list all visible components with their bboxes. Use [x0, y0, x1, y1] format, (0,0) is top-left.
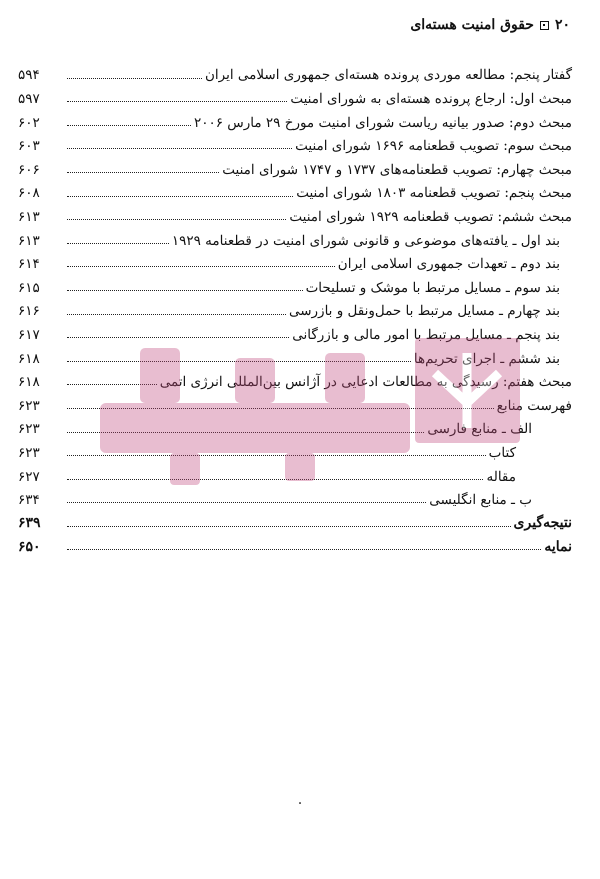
toc-entry-title: بند چهارم ـ مسایل مرتبط با حمل‌ونقل و بازرسی: [288, 303, 560, 320]
toc-entry-page: ۶۰۸: [18, 185, 40, 202]
toc-entry-title: مبحث ششم: تصویب قطعنامه ۱۹۲۹ شورای امنیت: [289, 208, 572, 225]
toc-entry-title: بند اول ـ یافته‌های موضوعی و قانونی شورای امنیت در قطعنامه ۱۹۲۹: [171, 232, 560, 249]
toc-entry: [18, 296, 572, 320]
toc-leader-dots: [67, 243, 169, 244]
toc-entry-page: ۶۵۰: [18, 538, 41, 555]
toc-entry-page: ۶۱۸: [18, 350, 40, 367]
toc-entry-title: فهرست منابع: [496, 397, 572, 414]
toc-entry: [18, 367, 572, 391]
toc-entry-title: بند پنجم ـ مسایل مرتبط با امور مالی و بازرگانی: [292, 326, 560, 343]
toc-entry-title: گفتار پنجم: مطالعه موردی پرونده هسته‌ای جمهوری اسلامی ایران: [204, 67, 572, 84]
toc-entry-page: ۶۱۸: [18, 374, 40, 391]
toc-entry: [18, 390, 572, 414]
toc-leader-dots: [67, 337, 289, 338]
toc-leader-dots: [67, 78, 202, 79]
toc-leader-dots: [67, 432, 424, 433]
toc-entry-title: مقاله: [486, 468, 516, 485]
toc-entry: [18, 438, 572, 462]
toc-leader-dots: [67, 479, 483, 480]
toc-leader-dots: [67, 125, 191, 126]
toc-leader-dots: [67, 384, 157, 385]
toc-entry: [18, 461, 572, 485]
square-bullet-icon: [540, 21, 549, 30]
footer-mark: ٠: [296, 795, 304, 811]
toc-entry-title: مبحث دوم: صدور بیانیه ریاست شورای امنیت مورخ ۲۹ مارس ۲۰۰۶: [193, 114, 572, 131]
table-of-contents: [18, 60, 572, 555]
toc-entry-title: مبحث چهارم: تصویب قطعنامه‌های ۱۷۳۷ و ۱۷۴۷ شورای امنیت: [222, 161, 572, 178]
toc-entry-page: ۶۲۷: [18, 468, 40, 485]
toc-entry-page: ۶۱۴: [18, 256, 40, 273]
toc-entry: [18, 84, 572, 108]
toc-leader-dots: [67, 101, 287, 102]
toc-entry: [18, 154, 572, 178]
toc-leader-dots: [67, 502, 426, 503]
toc-leader-dots: [67, 455, 486, 456]
toc-entry: [18, 485, 572, 509]
toc-entry-title: مبحث سوم: تصویب قطعنامه ۱۶۹۶ شورای امنیت: [295, 138, 572, 155]
toc-entry-page: ۶۱۷: [18, 326, 40, 343]
toc-entry-title: الف ـ منابع فارسی: [427, 421, 532, 438]
toc-leader-dots: [67, 219, 286, 220]
toc-entry-page: ۶۲۳: [18, 421, 40, 438]
toc-leader-dots: [67, 526, 511, 527]
toc-entry-page: ۶۳۹: [18, 515, 41, 532]
toc-leader-dots: [67, 148, 292, 149]
toc-entry-title: نمایه: [544, 538, 572, 555]
toc-entry: [18, 320, 572, 344]
toc-entry-page: ۶۰۶: [18, 161, 40, 178]
toc-entry-page: ۵۹۷: [18, 91, 40, 107]
toc-leader-dots: [67, 314, 286, 315]
toc-entry-title: مبحث هفتم: رسیدگی به مطالعات ادعایی در آژانس بین‌المللی انرژی اتمی: [159, 374, 572, 391]
toc-leader-dots: [67, 549, 541, 550]
toc-entry-page: ۶۱۳: [18, 208, 40, 225]
toc-entry-page: ۶۳۴: [18, 492, 40, 509]
toc-entry-title: کتاب: [488, 444, 516, 461]
toc-leader-dots: [67, 266, 335, 267]
toc-entry-page: ۵۹۴: [18, 67, 40, 84]
header-page-number: ۲۰: [554, 17, 570, 33]
toc-entry-title: مبحث پنجم: تصویب قطعنامه ۱۸۰۳ شورای امنیت: [296, 185, 572, 202]
toc-entry: [18, 272, 572, 296]
toc-entry: [18, 60, 572, 84]
toc-entry-page: ۶۲۳: [18, 444, 40, 461]
toc-entry-title: بند سوم ـ مسایل مرتبط با موشک و تسلیحات: [305, 279, 560, 296]
toc-entry: [18, 508, 572, 532]
toc-leader-dots: [67, 408, 494, 409]
toc-entry: [18, 202, 572, 226]
toc-entry-page: ۶۲۳: [18, 397, 40, 414]
page-header: [30, 14, 570, 36]
toc-entry: [18, 414, 572, 438]
toc-entry-page: ۶۰۲: [18, 114, 40, 131]
toc-entry-title: بند ششم ـ اجرای تحریم‌ها: [413, 350, 560, 367]
toc-leader-dots: [67, 172, 219, 173]
toc-entry: [18, 107, 572, 131]
toc-entry: [18, 343, 572, 367]
toc-leader-dots: [67, 361, 411, 362]
toc-entry: [18, 532, 572, 556]
toc-entry-title: مبحث اول: ارجاع پرونده هسته‌ای به شورای امنیت: [290, 91, 572, 107]
toc-entry-page: ۶۱۶: [18, 303, 40, 320]
toc-entry-page: ۶۱۵: [18, 279, 40, 296]
toc-entry: [18, 225, 572, 249]
toc-entry: [18, 178, 572, 202]
toc-entry-title: ب ـ منابع انگلیسی: [429, 492, 532, 509]
toc-entry: [18, 131, 572, 155]
toc-entry: [18, 249, 572, 273]
toc-leader-dots: [67, 196, 293, 197]
toc-leader-dots: [67, 290, 303, 291]
toc-entry-title: نتیجه‌گیری: [513, 515, 572, 532]
toc-entry-page: ۶۰۳: [18, 138, 40, 155]
toc-entry-page: ۶۱۳: [18, 232, 40, 249]
header-title: حقوق امنیت هسته‌ای: [410, 17, 534, 33]
toc-entry-title: بند دوم ـ تعهدات جمهوری اسلامی ایران: [337, 256, 560, 273]
